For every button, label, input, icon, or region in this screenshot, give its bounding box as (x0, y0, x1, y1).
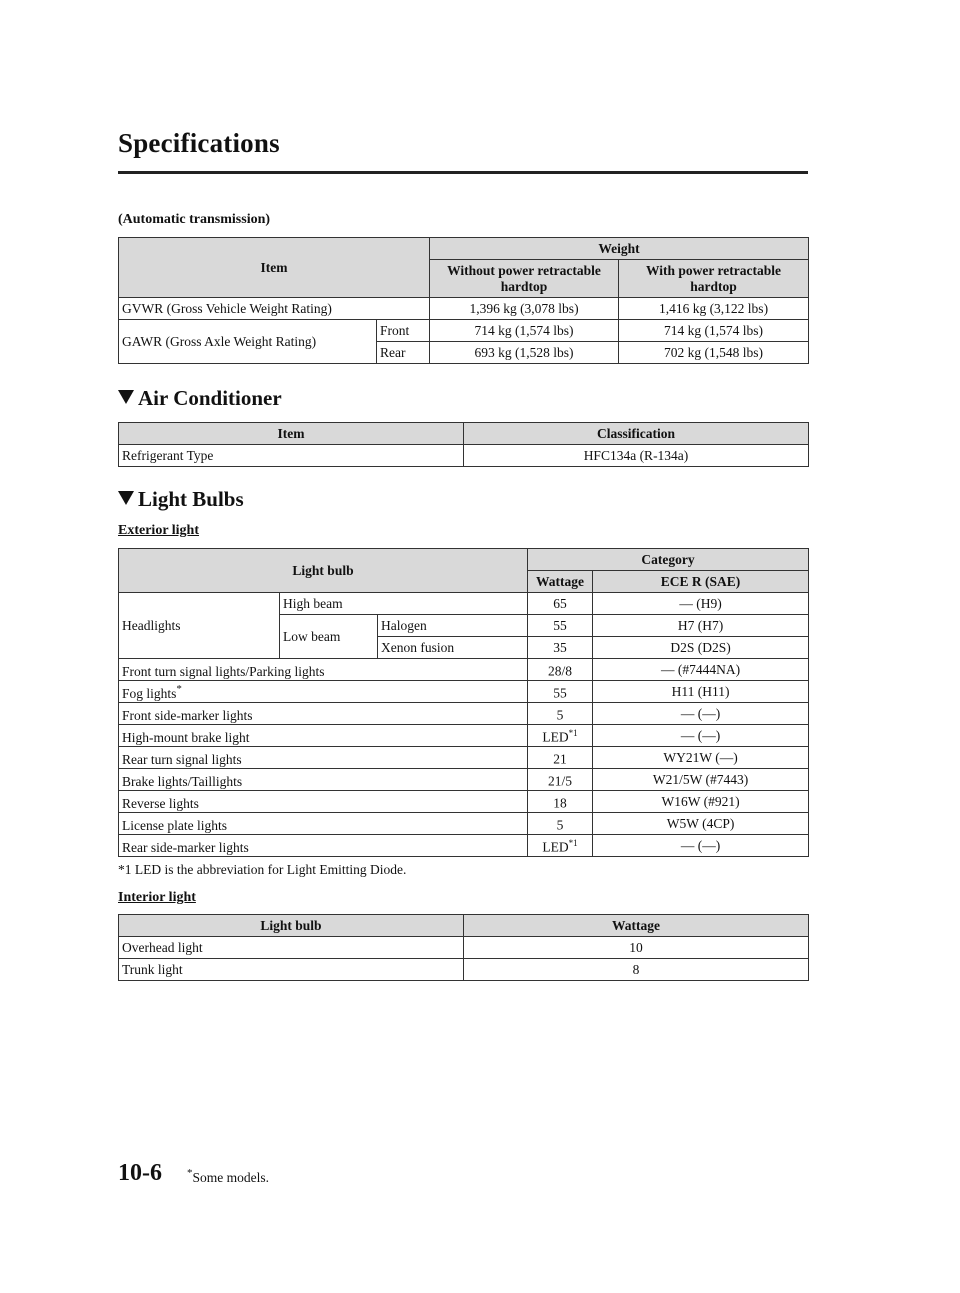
xenon-wattage: 35 (528, 637, 593, 659)
bulbs-section-title: Light Bulbs (118, 487, 244, 512)
low-beam-label: Low beam (280, 615, 378, 659)
gawr-rear-with: 702 kg (1,548 lbs) (619, 342, 809, 364)
weights-col-with: With power retractable hardtop (619, 260, 809, 298)
weights-col-without: Without power retractable hardtop (430, 260, 619, 298)
table-row: High-mount brake light LED$^{*1}$ — (—) (119, 725, 809, 747)
table-row: Rear turn signal lights 21 WY21W (—) (119, 747, 809, 769)
page-title: Specifications (118, 128, 280, 158)
some-models-note: *Some models. (187, 1167, 269, 1185)
high-beam-label: High beam (280, 593, 528, 615)
table-row: Brake lights/Taillights 21/5 W21/5W (#7443) (119, 769, 809, 791)
xenon-ece: D2S (D2S) (593, 637, 809, 659)
gawr-rear-label: Rear (377, 342, 430, 364)
led-footnote: *1 LED is the abbreviation for Light Emitting Diode. (118, 862, 407, 877)
xenon-label: Xenon fusion (378, 637, 528, 659)
int-col-bulb: Light bulb (119, 915, 464, 937)
table-row: Fog lights* 55 H11 (H11) (119, 681, 809, 703)
table-row: Front turn signal lights/Parking lights 28/8 — (#7444NA) (119, 659, 809, 681)
aircon-table (118, 422, 809, 467)
refrigerant-value: HFC134a (R-134a) (464, 445, 809, 467)
refrigerant-label: Refrigerant Type (119, 445, 464, 467)
ext-col-bulb: Light bulb (119, 549, 528, 593)
exterior-table (118, 548, 809, 857)
table-row: Rear side-marker lights LED$^{*1}$ — (—) (119, 835, 809, 857)
gawr-front-with: 714 kg (1,574 lbs) (619, 320, 809, 342)
gvwr-without: 1,396 kg (3,078 lbs) (430, 298, 619, 320)
weights-table (118, 237, 809, 364)
gawr-front-label: Front (377, 320, 430, 342)
table-row: Trunk light 8 (119, 959, 809, 981)
triangle-down-icon (118, 491, 134, 505)
headlights-label: Headlights (119, 593, 280, 659)
weights-col-weight: Weight (430, 238, 809, 260)
ext-col-category: Category (528, 549, 809, 571)
page-number: 10-6 (118, 1160, 162, 1186)
table-row: Reverse lights 18 W16W (#921) (119, 791, 809, 813)
high-beam-wattage: 65 (528, 593, 593, 615)
aircon-col-class: Classification (464, 423, 809, 445)
ext-col-wattage: Wattage (528, 571, 593, 593)
high-beam-ece: — (H9) (593, 593, 809, 615)
interior-table (118, 914, 809, 981)
halogen-wattage: 55 (528, 615, 593, 637)
table-row: Overhead light 10 (119, 937, 809, 959)
halogen-ece: H7 (H7) (593, 615, 809, 637)
int-col-wattage: Wattage (464, 915, 809, 937)
title-rule (118, 171, 808, 174)
aircon-col-item: Item (119, 423, 464, 445)
ext-col-ece: ECE R (SAE) (593, 571, 809, 593)
triangle-down-icon (118, 390, 134, 404)
table-row: License plate lights 5 W5W (4CP) (119, 813, 809, 835)
gawr-label: GAWR (Gross Axle Weight Rating) (119, 320, 377, 364)
aircon-section-title: Air Conditioner (118, 386, 282, 411)
gawr-front-without: 714 kg (1,574 lbs) (430, 320, 619, 342)
gvwr-label: GVWR (Gross Vehicle Weight Rating) (119, 298, 430, 320)
table-row: Front side-marker lights 5 — (—) (119, 703, 809, 725)
gvwr-with: 1,416 kg (3,122 lbs) (619, 298, 809, 320)
exterior-heading: Exterior light (118, 523, 200, 538)
halogen-label: Halogen (378, 615, 528, 637)
interior-heading: Interior light (118, 890, 196, 905)
gawr-rear-without: 693 kg (1,528 lbs) (430, 342, 619, 364)
weights-col-item: Item (119, 238, 430, 298)
weights-heading: (Automatic transmission) (118, 212, 271, 227)
